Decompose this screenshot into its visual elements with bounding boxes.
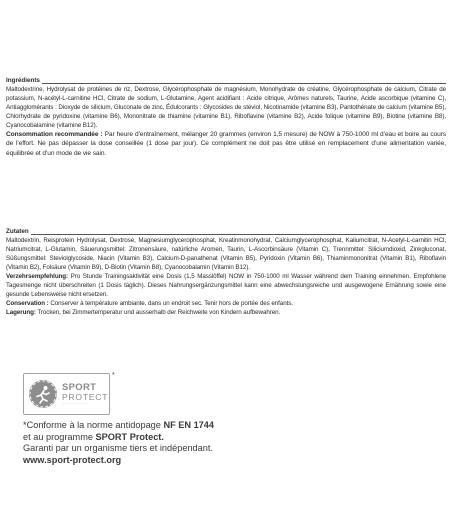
logo-word-sport: SPORT	[62, 381, 97, 393]
notice-line-2-text: et au programme	[23, 431, 96, 442]
verzehr-text: Pro Stunde Trainingsaktivität eine Dosis (1,5 Masslöffel) NOW in 750-1000 ml Wasser während dem Training einnehmen. Empfohlene Tagesmenge nicht überschreiten (1 Dosis täglich). Dieses Nahrungsergänzungsmittel kann eine abwechslungsreiche und ausgewogene Ernährung sowie eine gesunde Lebensweise nicht ersetzen.	[6, 273, 446, 299]
notice-website-text: www.sport-protect.org	[23, 454, 122, 465]
logo-asterisk: *	[112, 372, 115, 379]
notice-line-2	[23, 432, 323, 444]
verzehr-label: Verzehrsempfehlung:	[6, 273, 69, 281]
sport-protect-logo	[23, 373, 110, 415]
notice-program: SPORT Protect.	[95, 431, 164, 442]
notice-line-1-text: *Conforme à la norme antidopage	[23, 420, 164, 430]
ingredients-de-text: Maltodextrin, Reisprotein Hydrolysat, Dextrose, Magnesiumglycerophosphat, Kreatinmonohydrat, Calciumglycerophosphat, Kaliumcitrat, N-Acetyl-L-carnitin HCl, Natriumcitrat, L-Glutamin, Säuerungsmittel: Zitronensäure, natürliche Aromen, Taurin, L-Ascorbinsäure (Vitamin C), Trennmittel: Siliciumdioxid, Zinkgluconat, Süßungsmittel: Steviolglycoside, Niacin (Vitamin B3), Calcium-D-panathenat (Vitamin B5), Pyridoxin (Vitamin B6), Thiaminmononitrat (Vitamin B1), Riboflavin (Vitamin B2), Folsäure (Vitamin B9), D-Biotin (Vitamin B8), Cyanocobalamin (Vitamin B12).	[6, 237, 446, 272]
verzehr-paragraph	[6, 272, 446, 299]
heading-rule	[42, 83, 446, 84]
conservation-paragraph	[6, 299, 446, 308]
runner-icon	[29, 380, 57, 408]
ingredients-fr-heading: Ingrédients	[6, 77, 40, 84]
conservation-label: Conservation :	[6, 300, 49, 308]
logo-wordmark	[62, 383, 108, 406]
conservation-text: Conserver à température ambiante, dans un endroit sec. Tenir hors de portée des enfants.	[50, 300, 293, 308]
lagerung-text: Trocken, bei Zimmertemperatur und ausserhalb der Reichweite von Kindern aufbewahren.	[37, 309, 281, 317]
logo-tagline-graphic: — — — — — — — — —	[62, 401, 89, 405]
antidoping-notice	[23, 420, 323, 466]
lagerung-paragraph	[6, 308, 446, 317]
lagerung-label: Lagerung:	[6, 309, 36, 317]
consumption-fr-text: Par heure d’entraînement, mélanger 20 grammes (environ 1,5 mesure) de NOW à 750-1000 ml d’eau et boire au cours de l’effort. Ne pas dépasser la dose conseillée (1 dose par jour). Ce complément ne doit pas être utilisé en remplacement d’une alimentation variée, équilibrée et d’un mode de vie sain.	[6, 131, 447, 157]
notice-line-1	[23, 420, 323, 432]
ingredients-fr-heading-row	[6, 77, 446, 85]
notice-standard: NF EN 1744	[163, 420, 215, 430]
ingredients-de-section	[6, 228, 446, 317]
notice-line-3: Garanti par un organisme tiers et indépendant.	[23, 443, 213, 454]
ingredients-de-heading-row	[6, 228, 446, 236]
heading-rule	[31, 234, 446, 235]
logo-word-protect: PROTECT	[62, 391, 109, 402]
notice-website	[23, 455, 323, 467]
ingredients-fr-section	[6, 77, 446, 158]
ingredients-de-heading: Zutaten	[6, 228, 29, 235]
consumption-fr-label: Consommation recommandée :	[6, 131, 103, 139]
consumption-fr-paragraph	[6, 130, 446, 158]
ingredients-fr-text: Maltodextrine, Hydrolysat de protéines de riz, Dextrose, Glycérophosphate de magnésium, Monohydrate de créatine, Glycérophosphate de calcium, Citrate de potassium, N-acétyl-L-carnitine HCl, Citrate de sodium, L-Glutamine, Agent acidifiant : Acide citrique, Arômes naturels, Taurine, Acide ascorbique (vitamine C), Antiagglomérants : Dioxyde de silicium, Gluconate de zinc, Édulcorants : Glycosides de stéviol, Nicotinamide (vitamine B3), Pantothénate de calcium (vitamine B5), Chlorhydrate de pyridoxine (vitamine B6), Mononitrate de thiamine (vitamine B1), Riboflavine (vitamine B2), Acide folique (vitamine B9), Biotine (vitamine B8), Cyanocobalamine (vitamine B12).	[6, 86, 446, 130]
